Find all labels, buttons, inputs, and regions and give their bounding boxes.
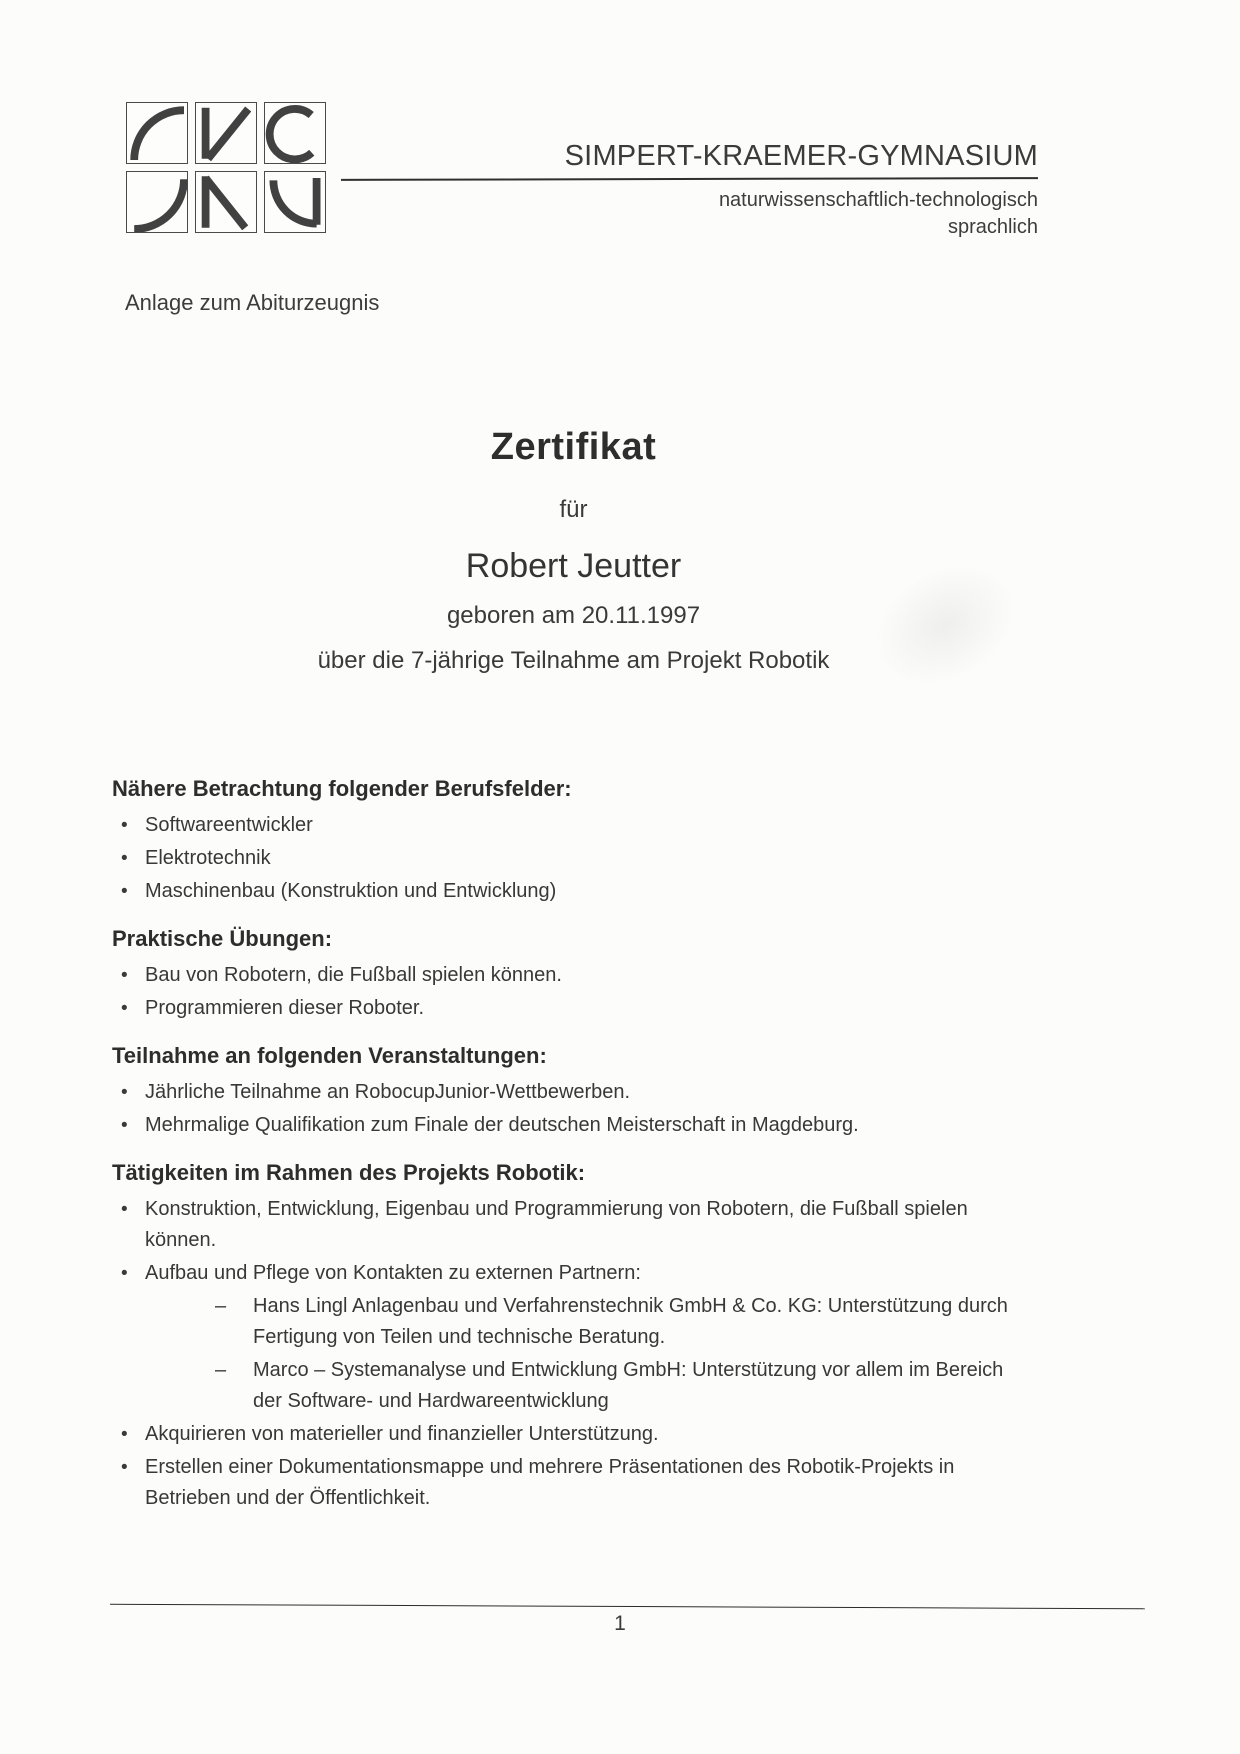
- sub-bullet-text: Hans Lingl Anlagenbau und Verfahrenstechnik GmbH & Co. KG: Unterstützung durch Fertigung von Teilen und technische Beratung.: [253, 1295, 1008, 1348]
- logo-tile-s-top-icon: [126, 102, 188, 164]
- bullet-item-body: [145, 843, 1035, 874]
- school-name: SIMPERT-KRAEMER-GYMNASIUM: [564, 140, 1038, 172]
- bullet-icon: •: [121, 1082, 128, 1103]
- dash-icon: –: [215, 1295, 227, 1317]
- section-heading: Nähere Betrachtung folgender Berufsfelder:: [112, 776, 572, 801]
- masthead: [338, 140, 1038, 241]
- bullet-icon: •: [121, 815, 128, 836]
- sub-bullet-list: [215, 1291, 1035, 1417]
- bullet-item-body: [145, 1110, 1035, 1141]
- bullet-item: [112, 1258, 1035, 1417]
- bullet-text: Akquirieren von materieller und finanzieller Unterstützung.: [145, 1423, 659, 1445]
- bullet-icon: •: [121, 1115, 128, 1136]
- birth-date-line: geboren am 20.11.1997: [446, 602, 701, 629]
- bullet-icon: •: [121, 1424, 128, 1445]
- certificate-for-label: für: [559, 496, 588, 523]
- bullet-item-body: [145, 993, 1035, 1024]
- bullet-icon: •: [121, 848, 128, 869]
- bullet-icon: •: [121, 1263, 128, 1284]
- certificate-section: [112, 1042, 1035, 1141]
- logo-tile-s-bottom-icon: [126, 171, 188, 233]
- bullet-item: [112, 1077, 1035, 1108]
- bullet-item: [112, 843, 1035, 874]
- bullet-item: [112, 1419, 1035, 1450]
- recipient-name: Robert Jeutter: [465, 547, 682, 585]
- section-heading: Teilnahme an folgenden Veranstaltungen:: [112, 1043, 547, 1068]
- certificate-section: [112, 1159, 1035, 1514]
- bullet-item-body: [145, 1419, 1035, 1450]
- branch-line-1: naturwissenschaftlich-technologisch: [718, 189, 1038, 211]
- bullet-icon: •: [121, 965, 128, 986]
- bullet-icon: •: [121, 1199, 128, 1220]
- bullet-item-body: [145, 876, 1035, 907]
- logo-tile-k-top-icon: [195, 102, 257, 164]
- bullet-item: [112, 960, 1035, 991]
- sub-bullet-text: Marco – Systemanalyse und Entwicklung GmbH: Unterstützung vor allem im Bereich der Software- und Hardwareentwicklung: [253, 1359, 1004, 1412]
- bullet-list: [112, 960, 1035, 1024]
- bullet-item-body: [145, 960, 1035, 991]
- bullet-list: [112, 1194, 1035, 1514]
- logo-tile-g-bottom-icon: [264, 171, 326, 233]
- sub-bullet-item: [215, 1355, 1035, 1417]
- footer-rule: [110, 1604, 1145, 1610]
- dash-icon: –: [215, 1359, 227, 1381]
- sections-container: [112, 775, 1035, 1514]
- certificate-section: [112, 925, 1035, 1024]
- sub-bullet-item: [215, 1291, 1035, 1353]
- bullet-text: Softwareentwickler: [145, 814, 313, 836]
- bullet-item: [112, 1452, 1035, 1514]
- masthead-rule: [341, 177, 1038, 181]
- logo-tile-g-top-icon: [264, 102, 326, 164]
- bullet-item-body: [145, 810, 1035, 841]
- logo-tile-k-bottom-icon: [195, 171, 257, 233]
- bullet-list: [112, 810, 1035, 907]
- page-number: 1: [614, 1612, 626, 1635]
- certificate-title: Zertifikat: [490, 426, 657, 468]
- bullet-item-body: [145, 1194, 1035, 1256]
- attachment-label: Anlage zum Abiturzeugnis: [125, 290, 380, 315]
- bullet-item: [112, 1194, 1035, 1256]
- bullet-item-body: [145, 1452, 1035, 1514]
- certificate-subject-line: über die 7-jährige Teilnahme am Projekt Robotik: [317, 647, 830, 674]
- bullet-item: [112, 810, 1035, 841]
- bullet-text: Mehrmalige Qualifikation zum Finale der deutschen Meisterschaft in Magdeburg.: [145, 1114, 859, 1136]
- section-heading: Praktische Übungen:: [112, 926, 333, 951]
- section-heading: Tätigkeiten im Rahmen des Projekts Robotik:: [112, 1160, 586, 1185]
- bullet-text: Elektrotechnik: [145, 847, 271, 869]
- school-logo: [126, 102, 326, 233]
- bullet-icon: •: [121, 998, 128, 1019]
- bullet-item: [112, 876, 1035, 907]
- document-header: [112, 100, 1038, 240]
- bullet-text: Konstruktion, Entwicklung, Eigenbau und Programmierung von Robotern, die Fußball spielen können.: [145, 1198, 968, 1251]
- bullet-item-body: [145, 1258, 1035, 1417]
- certificate-section: [112, 775, 1035, 907]
- bullet-text: Programmieren dieser Roboter.: [145, 997, 425, 1019]
- bullet-text: Maschinenbau (Konstruktion und Entwicklung): [145, 880, 557, 902]
- title-block: [124, 426, 1024, 675]
- branch-line-2: sprachlich: [947, 216, 1038, 238]
- bullet-text: Bau von Robotern, die Fußball spielen können.: [145, 964, 562, 986]
- bullet-icon: •: [121, 1457, 128, 1478]
- bullet-item: [112, 1110, 1035, 1141]
- bullet-item: [112, 993, 1035, 1024]
- bullet-text: Erstellen einer Dokumentationsmappe und mehrere Präsentationen des Robotik-Projekts in Betrieben und der Öffentlichkeit.: [145, 1456, 955, 1509]
- bullet-list: [112, 1077, 1035, 1141]
- bullet-item-body: [145, 1077, 1035, 1108]
- bullet-text: Aufbau und Pflege von Kontakten zu externen Partnern:: [145, 1262, 641, 1284]
- bullet-text: Jährliche Teilnahme an RobocupJunior-Wettbewerben.: [145, 1081, 631, 1103]
- bullet-icon: •: [121, 881, 128, 902]
